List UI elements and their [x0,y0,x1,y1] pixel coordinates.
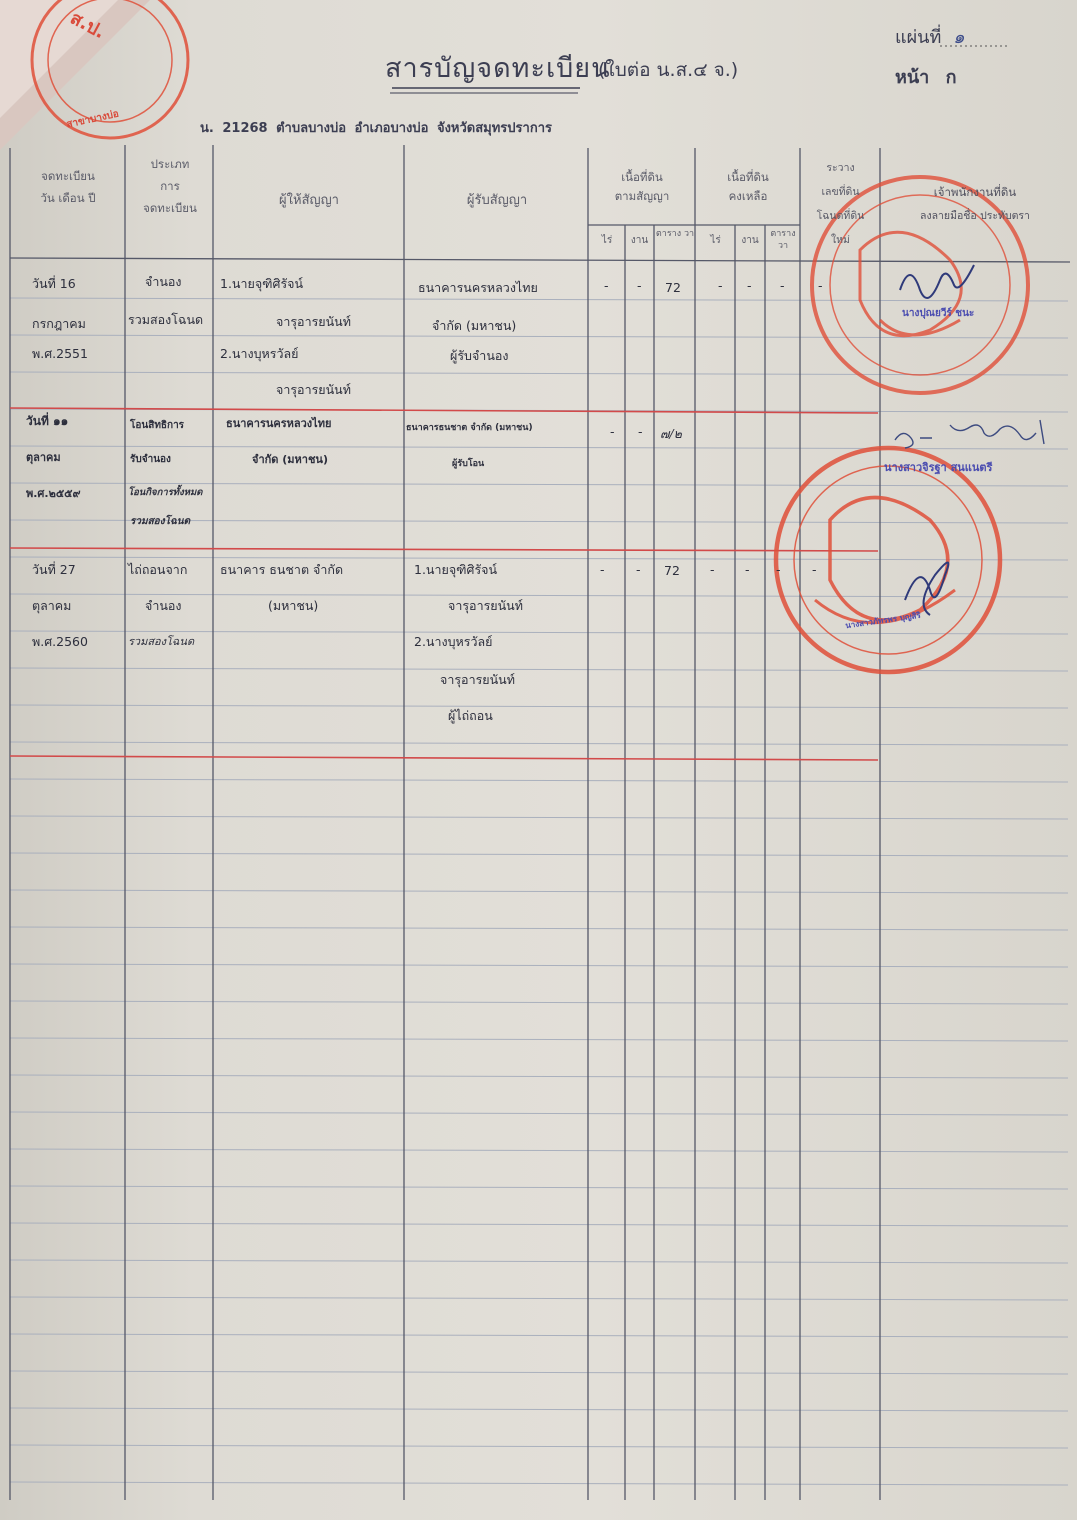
entry3-type-1: ไถ่ถอนจาก [128,562,188,577]
entry2-date-3: พ.ศ.๒๕๕๙ [26,487,81,500]
ruled-line [10,705,1068,708]
entry1-area-4: - [718,278,723,293]
entry1-date-3: พ.ศ.2551 [32,346,88,361]
entry2-date-1: วันที่ ๑๑ [26,414,69,428]
entry3-type-2: จำนอง [145,598,182,613]
col-header-date: จดทะเบียน วัน เดือน ปี [40,169,96,205]
page-label-text: หน้า [895,67,930,88]
ruled-line [10,1482,1068,1485]
entry2-date-2: ตุลาคม [26,451,61,464]
entry3-date-3: พ.ศ.2560 [32,634,88,649]
land-info: น. 21268 ตำบลบางบ่อ อำเภอบางบ่อ จังหวัดสมุทรปราการ [200,121,552,136]
ruled-line [10,890,1068,893]
col-header-grantor: ผู้ให้สัญญา [279,193,339,208]
entry3-area-7: - [812,562,817,577]
unit-wa-1: ตาราง วา [655,229,695,239]
unit-rai-2: ไร่ [710,235,721,246]
entry2-area-3: ๗/๒ [660,426,682,441]
col-header-area-contract: เนื้อที่ดิน ตามสัญญา [614,170,670,203]
entry3-officer-name: นางสาวภัทรพร บุญสิริ [844,610,922,631]
entry1-grantor-2: จารุอารยนันท์ [276,314,351,329]
entry3-grantor-2: (มหาชน) [268,598,319,613]
entry2-grantor-1: ธนาคารนครหลวงไทย [226,417,332,430]
ruled-line [10,853,1068,856]
unit-ngan-2: งาน [741,235,759,246]
ruled-line [10,1445,1068,1448]
ruled-line [10,1038,1068,1041]
entry1-grantor-3: 2.นางบุหรวัลย์ [220,346,299,361]
ruled-line [10,1260,1068,1263]
entry3-grantee-1: 1.นายจุฑิศิรัจน์ [414,562,498,577]
sheet-label-text: แผ่นที่ [895,27,942,48]
entry1-date-1: วันที่ 16 [32,276,76,291]
entry2-area-2: - [638,424,643,439]
sheet-number: ๑ [953,27,965,48]
entry2-area-1: - [610,424,615,439]
top-left-stamp-text-2: ส.ป. [66,7,109,44]
entry2-officer-name: นางสาวจิรฐา สนแนตรี [884,461,993,474]
entry3-area-5: - [745,562,750,577]
ruled-line [10,964,1068,967]
entry3-grantee-3: 2.นางบุหรวัลย์ [414,634,493,649]
ruled-line [10,298,1068,301]
page-label [895,62,956,91]
entry1-officer-name: นางปุณยวีร์ ชนะ [902,308,975,319]
ruled-line [10,1001,1068,1004]
entry1-area-3: 72 [665,280,681,295]
entry1-date-2: กรกฎาคม [32,316,86,331]
ruled-line [10,1186,1068,1189]
unit-rai-1: ไร่ [601,235,613,246]
ruled-line [10,779,1068,782]
entry2-grantee-1: ธนาคารธนชาต จำกัด (มหาชน) [406,423,533,433]
entry3-grantee-2: จารุอารยนันท์ [448,598,523,613]
entry2-type-1: โอนสิทธิการ [130,420,185,431]
entry2-grantee-2: ผู้รับโอน [452,459,485,469]
col-header-type: ประเภท การ จดทะเบียน [143,157,197,215]
entry3-date-1: วันที่ 27 [32,562,76,577]
entry2-type-2: รับจำนอง [130,454,171,465]
entry3-area-6: - [776,562,781,577]
entry3-date-2: ตุลาคม [32,598,72,613]
entry1-type-2: รวมสองโฉนด [128,312,204,327]
entry1-grantor-4: จารุอารยนันท์ [276,382,351,397]
col-header-officer: เจ้าพนักงานที่ดิน ลงลายมือชื่อ ประทับตรา [920,185,1030,222]
ruled-line [10,1112,1068,1115]
entry1-type-1: จำนอง [145,274,182,289]
entry1-grantee-2: จำกัด (มหาชน) [432,318,517,333]
entry1-area-5: - [747,278,752,293]
col-header-survey: ระวาง เลขที่ดิน โฉนดที่ดิน ใหม่ [816,162,865,246]
col-header-grantee: ผู้รับสัญญา [466,193,528,208]
sheet-label [895,22,965,51]
entry3-area-1: - [600,562,605,577]
entry1-area-1: - [604,278,609,293]
entry2-type-4: รวมสองโฉนด [130,516,191,527]
page-number: ก [945,67,957,88]
entry1-grantee-1: ธนาคารนครหลวงไทย [418,280,538,295]
unit-ngan-1: งาน [630,235,649,246]
entry3-grantor-1: ธนาคาร ธนชาต จำกัด [220,562,344,577]
top-left-stamp-text: สาขาบางบ่อ [65,108,120,131]
page-title: สารบัญจดทะเบียน [385,53,611,84]
entry2-type-3: โอนกิจการทั้งหมด [128,487,203,498]
ruled-line [10,742,1068,745]
ruled-line [10,1075,1068,1078]
entry2-grantor-2: จำกัด (มหาชน) [252,453,328,466]
ruled-line [10,1408,1068,1411]
entry1-grantor-1: 1.นายจุฑิศิรัจน์ [220,276,304,291]
entry3-grantee-4: จารุอารยนันท์ [440,672,515,687]
entry3-area-4: - [710,562,715,577]
entry1-grantee-3: ผู้รับจำนอง [450,348,509,363]
ruled-line [10,1334,1068,1337]
ruled-line [10,927,1068,930]
entry1-area-6: - [780,278,785,293]
page-subtitle: (ใบต่อ น.ส.๔ จ.) [598,59,739,81]
entry1-area-2: - [637,278,642,293]
ruled-line [10,1223,1068,1226]
entry1-area-7: - [818,278,823,293]
unit-wa-2: ตาราง วา [770,229,796,251]
entry3-grantee-5: ผู้ไถ่ถอน [448,708,493,723]
ruled-line [10,1371,1068,1374]
ruled-line [10,816,1068,819]
entry3-area-3: 72 [664,563,680,578]
ruled-line [10,1149,1068,1152]
handwritten-officer-name [895,420,1044,448]
col-header-area-remaining: เนื้อที่ดิน คงเหลือ [727,170,769,203]
ruled-line [10,1297,1068,1300]
entry3-type-3: รวมสองโฉนด [128,635,195,648]
entry3-area-2: - [636,562,641,577]
